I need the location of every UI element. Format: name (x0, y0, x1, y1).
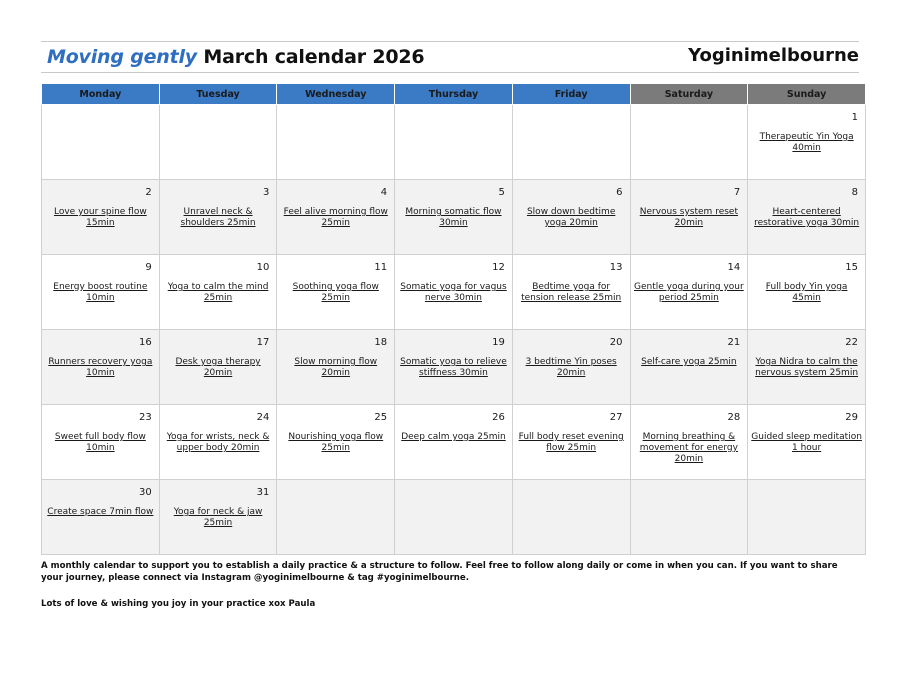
activity-link[interactable]: Morning somatic flow 30min (405, 207, 502, 228)
empty-day-cell (277, 105, 395, 180)
week-row (42, 480, 866, 555)
day-cell (277, 180, 395, 255)
activity-link[interactable]: Love your spine flow 15min (53, 207, 147, 228)
activity-link[interactable]: Energy boost routine 10min (53, 282, 148, 303)
weekday-header-monday: Monday (42, 84, 160, 105)
day-number: 22 (845, 337, 858, 348)
day-number: 20 (609, 337, 623, 348)
day-number: 12 (492, 262, 505, 273)
activity-link[interactable]: Somatic yoga for vagus nerve 30min (400, 282, 507, 303)
day-cell (630, 405, 748, 480)
day-cell (42, 405, 160, 480)
day-cell (395, 330, 513, 405)
activity-link[interactable]: Unravel neck & shoulders 25min (180, 207, 256, 228)
day-number: 15 (845, 262, 858, 273)
day-number: 14 (727, 262, 741, 273)
day-cell (42, 480, 160, 555)
day-number: 1 (851, 112, 858, 123)
activity-link[interactable]: 3 bedtime Yin poses 20min (525, 357, 617, 378)
page-title (47, 46, 424, 68)
weekday-header-row (42, 84, 866, 105)
activity-link[interactable]: Full body Yin yoga 45min (765, 282, 848, 303)
day-cell (748, 330, 866, 405)
day-cell (277, 330, 395, 405)
empty-day-cell (395, 105, 513, 180)
day-number: 24 (256, 412, 270, 423)
activity-link[interactable]: Yoga for wrists, neck & upper body 20min (166, 432, 270, 453)
day-cell (395, 405, 513, 480)
day-cell (512, 330, 630, 405)
week-row (42, 255, 866, 330)
activity-link[interactable]: Gentle yoga during your period 25min (634, 282, 744, 303)
calendar-grid (41, 83, 866, 555)
day-number: 5 (498, 187, 505, 198)
day-number: 18 (374, 337, 388, 348)
day-number: 17 (256, 337, 270, 348)
footer-note: A monthly calendar to support you to establish a daily practice & a structure to follow. Feel free to follow along daily or come in when you can. If you want to share your journey, please connect via Instagram @yoginimelbourne & tag #yoginimelbourne. (41, 561, 838, 583)
day-cell (42, 330, 160, 405)
day-cell (42, 180, 160, 255)
day-number: 23 (138, 412, 152, 423)
day-number: 8 (851, 187, 858, 198)
day-number: 6 (616, 187, 623, 198)
activity-link[interactable]: Slow down bedtime yoga 20min (526, 207, 616, 228)
activity-link[interactable]: Sweet full body flow 10min (54, 432, 146, 453)
activity-link[interactable]: Nourishing yoga flow 25min (288, 432, 384, 453)
weekday-header-wednesday: Wednesday (277, 84, 395, 105)
day-number: 19 (492, 337, 505, 348)
activity-link[interactable]: Full body reset evening flow 25min (518, 432, 624, 453)
activity-link[interactable]: Yoga to calm the mind 25min (167, 282, 269, 303)
day-number: 7 (733, 187, 741, 198)
day-cell (159, 330, 277, 405)
day-number: 9 (145, 262, 152, 273)
day-number: 25 (374, 412, 388, 423)
brand-name: Yoginimelbourne (688, 45, 859, 66)
activity-link[interactable]: Yoga for neck & jaw 25min (173, 507, 263, 528)
title-accent: Moving gently (47, 46, 197, 68)
activity-link[interactable]: Create space 7min flow (47, 507, 154, 517)
day-cell (512, 180, 630, 255)
empty-day-cell (159, 105, 277, 180)
week-row (42, 330, 866, 405)
week-row (42, 405, 866, 480)
activity-link[interactable]: Somatic yoga to relieve stiffness 30min (400, 357, 507, 378)
activity-link[interactable]: Runners recovery yoga 10min (48, 357, 153, 378)
day-number: 11 (374, 262, 388, 273)
weekday-header-friday: Friday (512, 84, 630, 105)
activity-link[interactable]: Bedtime yoga for tension release 25min (521, 282, 622, 303)
day-number: 27 (609, 412, 623, 423)
day-number: 4 (380, 187, 388, 198)
activity-link[interactable]: Soothing yoga flow 25min (292, 282, 379, 303)
day-number: 29 (845, 412, 858, 423)
empty-day-cell (748, 480, 866, 555)
day-number: 10 (256, 262, 270, 273)
day-cell (277, 405, 395, 480)
activity-link[interactable]: Feel alive morning flow 25min (283, 207, 388, 228)
weekday-header-thursday: Thursday (395, 84, 513, 105)
day-cell (748, 405, 866, 480)
day-cell (748, 255, 866, 330)
day-number: 3 (263, 187, 270, 198)
footer-signoff: Lots of love & wishing you joy in your practice xox Paula (41, 599, 316, 609)
day-cell (630, 180, 748, 255)
day-cell (159, 405, 277, 480)
empty-day-cell (630, 480, 748, 555)
title-month: March calendar 2026 (203, 46, 425, 68)
empty-day-cell (512, 480, 630, 555)
week-row (42, 105, 866, 180)
day-number: 16 (138, 337, 152, 348)
day-cell (395, 180, 513, 255)
day-number: 21 (727, 337, 741, 348)
calendar-header (41, 41, 859, 73)
empty-day-cell (277, 480, 395, 555)
day-number: 13 (609, 262, 623, 273)
day-cell (395, 255, 513, 330)
weekday-header-saturday: Saturday (630, 84, 748, 105)
day-cell (748, 180, 866, 255)
weekday-header-sunday: Sunday (748, 84, 866, 105)
day-cell (512, 405, 630, 480)
day-cell (630, 330, 748, 405)
activity-link[interactable]: Self-care yoga 25min (641, 357, 737, 367)
empty-day-cell (395, 480, 513, 555)
activity-link[interactable]: Deep calm yoga 25min (401, 432, 506, 442)
day-number: 2 (145, 187, 152, 198)
day-cell (159, 180, 277, 255)
day-cell (159, 480, 277, 555)
activity-link[interactable]: Nervous system reset 20min (639, 207, 738, 228)
day-cell (630, 255, 748, 330)
day-number: 28 (727, 412, 741, 423)
day-cell (277, 255, 395, 330)
day-number: 31 (256, 487, 270, 498)
activity-link[interactable]: Heart-centered restorative yoga 30min (754, 207, 860, 228)
activity-link[interactable]: Morning breathing & movement for energy 20min (639, 432, 738, 464)
day-cell (159, 255, 277, 330)
activity-link[interactable]: Slow morning flow 20min (294, 357, 378, 378)
day-cell (42, 255, 160, 330)
day-number: 30 (138, 487, 152, 498)
activity-link[interactable]: Guided sleep meditation 1 hour (751, 432, 862, 453)
empty-day-cell (512, 105, 630, 180)
day-number: 26 (492, 412, 505, 423)
empty-day-cell (630, 105, 748, 180)
day-cell (748, 105, 866, 180)
week-row (42, 180, 866, 255)
weekday-header-tuesday: Tuesday (159, 84, 277, 105)
activity-link[interactable]: Yoga Nidra to calm the nervous system 25min (755, 357, 859, 378)
empty-day-cell (42, 105, 160, 180)
activity-link[interactable]: Therapeutic Yin Yoga 40min (759, 132, 854, 153)
calendar-body (42, 105, 866, 555)
day-cell (512, 255, 630, 330)
activity-link[interactable]: Desk yoga therapy 20min (175, 357, 261, 378)
